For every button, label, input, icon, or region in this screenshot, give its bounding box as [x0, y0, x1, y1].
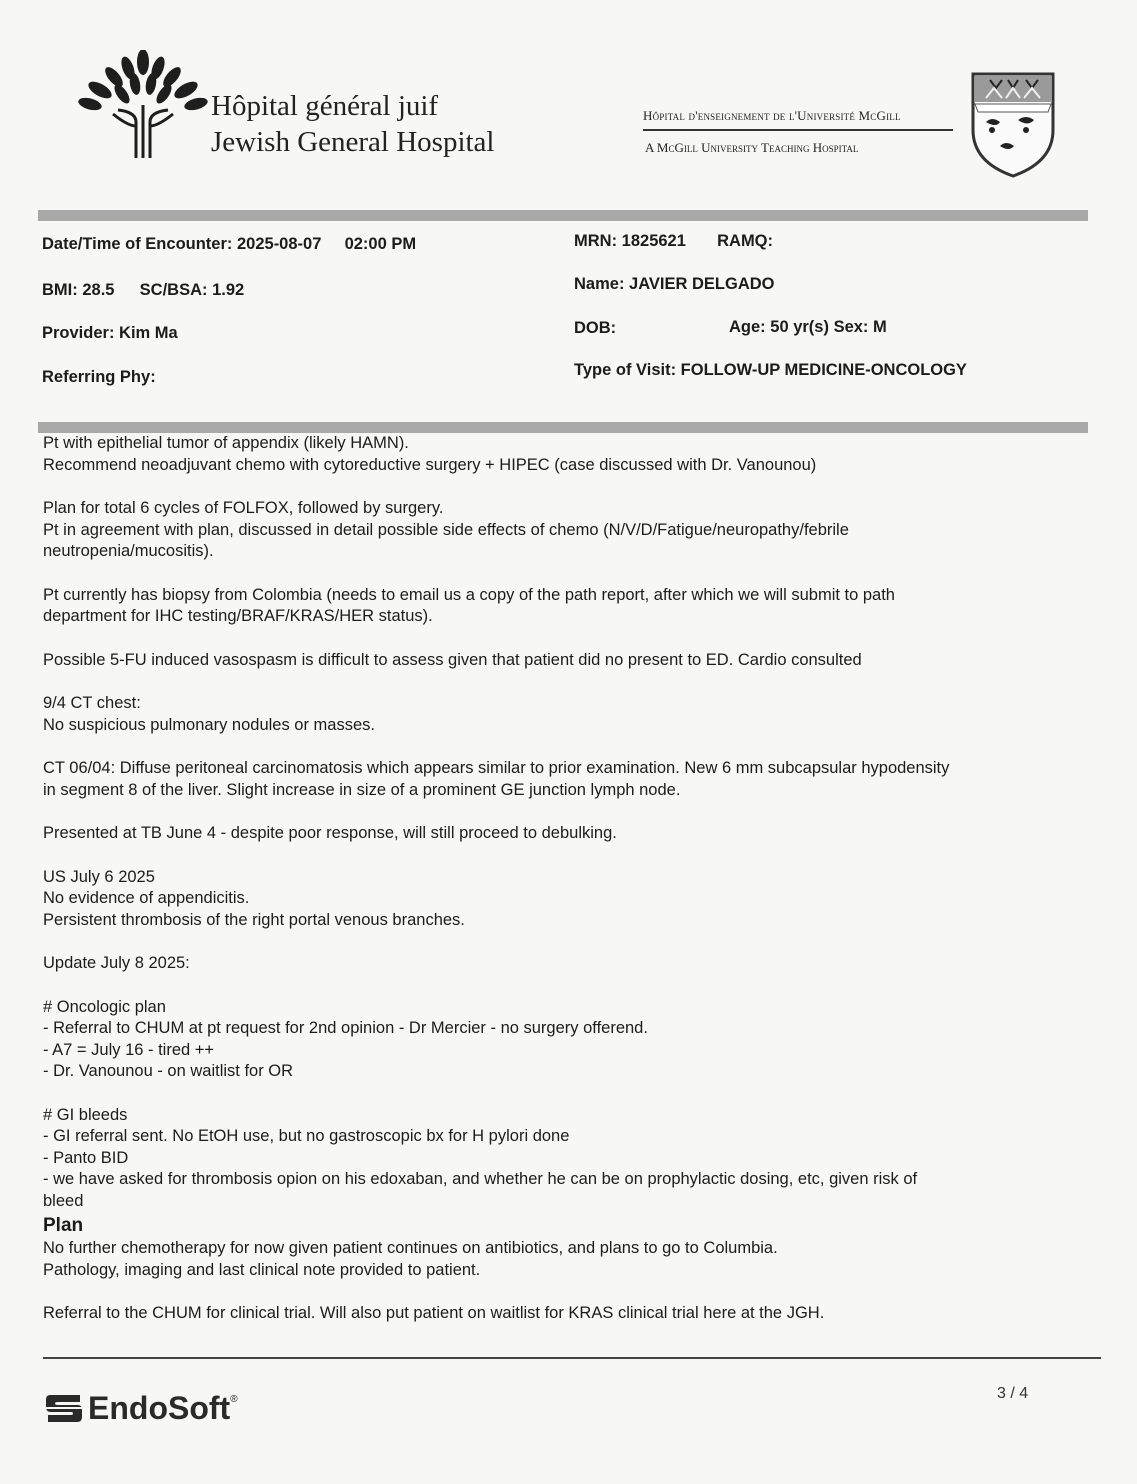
note-paragraph: Possible 5-FU induced vasospasm is difficult to assess given that patient did no present to ED. Cardio consulted [43, 650, 862, 669]
ramq-label: RAMQ: [717, 232, 774, 250]
header-band-top [38, 210, 1088, 221]
hospital-name-fr: Hôpital général juif [211, 90, 439, 122]
encounter-datetime: Date/Time of Encounter: 2025-08-07 02:00 PM [42, 235, 417, 253]
mrn-ramq: MRN: 1825621 RAMQ: [574, 232, 774, 250]
hospital-name-en: Jewish General Hospital [211, 126, 495, 158]
note-paragraph: Presented at TB June 4 - despite poor response, will still proceed to debulking. [43, 824, 617, 842]
patient-name: Name: JAVIER DELGADO [574, 275, 775, 293]
encounter-time: 02:00 PM [344, 235, 417, 253]
gi-bleeds: # GI bleeds - GI referral sent. No EtOH use, but no gastroscopic bx for H pylori done - Panto BID - we have asked for thrombosis opion on his edoxaban, and whether he can be on prophylactic dosing, etc, given risk of bleed [43, 1105, 918, 1210]
age-sex: Age: 50 yr(s) Sex: M [729, 318, 887, 336]
bmi-bsa: BMI: 28.5 SC/BSA: 1.92 [42, 281, 245, 299]
footer-divider [43, 1357, 1101, 1359]
dob-label: DOB: [574, 319, 617, 337]
endosoft-logo: EndoSoft ® [44, 1388, 274, 1428]
page-number: 3 / 4 [997, 1385, 1029, 1402]
note-paragraph: Pt currently has biopsy from Colombia (needs to email us a copy of the path report, after which we will submit to path department for IHC testing/BRAF/KRAS/HER status). [43, 585, 895, 625]
note-paragraph: US July 6 2025 No evidence of appendicitis. Persistent thrombosis of the right portal venous branches. [43, 867, 465, 929]
header-band-bottom [38, 422, 1088, 433]
visit-type: Type of Visit: FOLLOW-UP MEDICINE-ONCOLOGY [574, 361, 967, 379]
plan-heading: Plan [43, 1215, 84, 1236]
endosoft-mark-icon [44, 1391, 84, 1425]
mcgill-affiliation-en: A McGill University Teaching Hospital [645, 140, 859, 155]
oncologic-plan: # Oncologic plan - Referral to CHUM at pt request for 2nd opinion - Dr Mercier - no surgery offerend. - A7 = July 16 - tired ++ - Dr. Vanounou - on waitlist for OR [43, 997, 648, 1080]
note-paragraph: Pt with epithelial tumor of appendix (likely HAMN). Recommend neoadjuvant chemo with cytoreductive surgery + HIPEC (case discussed with Dr. Vanounou) [43, 434, 817, 474]
mcgill-divider [643, 129, 953, 131]
provider: Provider: Kim Ma [42, 324, 178, 342]
patient-name-value: JAVIER DELGADO [629, 275, 775, 293]
plan-paragraph: No further chemotherapy for now given patient continues on antibiotics, and plans to go to Columbia. Pathology, imaging and last clinical note provided to patient. [43, 1239, 778, 1279]
sex-value: M [873, 318, 887, 336]
referring-physician: Referring Phy: [42, 368, 156, 386]
mrn-value: 1825621 [621, 232, 686, 250]
age-value: 50 yr(s) [770, 318, 829, 336]
encounter-date: 2025-08-07 [236, 235, 322, 253]
bmi-value: 28.5 [82, 281, 115, 299]
note-paragraph: Plan for total 6 cycles of FOLFOX, followed by surgery. Pt in agreement with plan, discussed in detail possible side effects of chemo (N/V/D/Fatigue/neuropathy/febrile neutropenia/mucositis). [43, 499, 849, 560]
clinical-note [43, 433, 1083, 1347]
note-paragraph: Update July 8 2025: [43, 954, 190, 972]
endosoft-brand: EndoSoft [88, 1389, 231, 1426]
jgh-tree-logo [78, 50, 208, 160]
mcgill-affiliation-fr: Hôpital d'enseignement de l'Université McGill [643, 108, 901, 123]
note-paragraph: CT 06/04: Diffuse peritoneal carcinomatosis which appears similar to prior examination. New 6 mm subcapsular hypodensity in segment 8 of the liver. Slight increase in size of a prominent GE junction lymph node. [43, 759, 950, 799]
note-paragraph: 9/4 CT chest: No suspicious pulmonary nodules or masses. [43, 694, 375, 734]
provider-value: Kim Ma [119, 324, 178, 342]
hospital-name [211, 88, 495, 160]
visit-type-value: FOLLOW-UP MEDICINE-ONCOLOGY [680, 361, 967, 379]
bsa-value: 1.92 [212, 281, 245, 299]
mcgill-crest-icon [968, 70, 1058, 178]
note-paragraph: Referral to the CHUM for clinical trial. Will also put patient on waitlist for KRAS clinical trial here at the JGH. [43, 1304, 825, 1322]
